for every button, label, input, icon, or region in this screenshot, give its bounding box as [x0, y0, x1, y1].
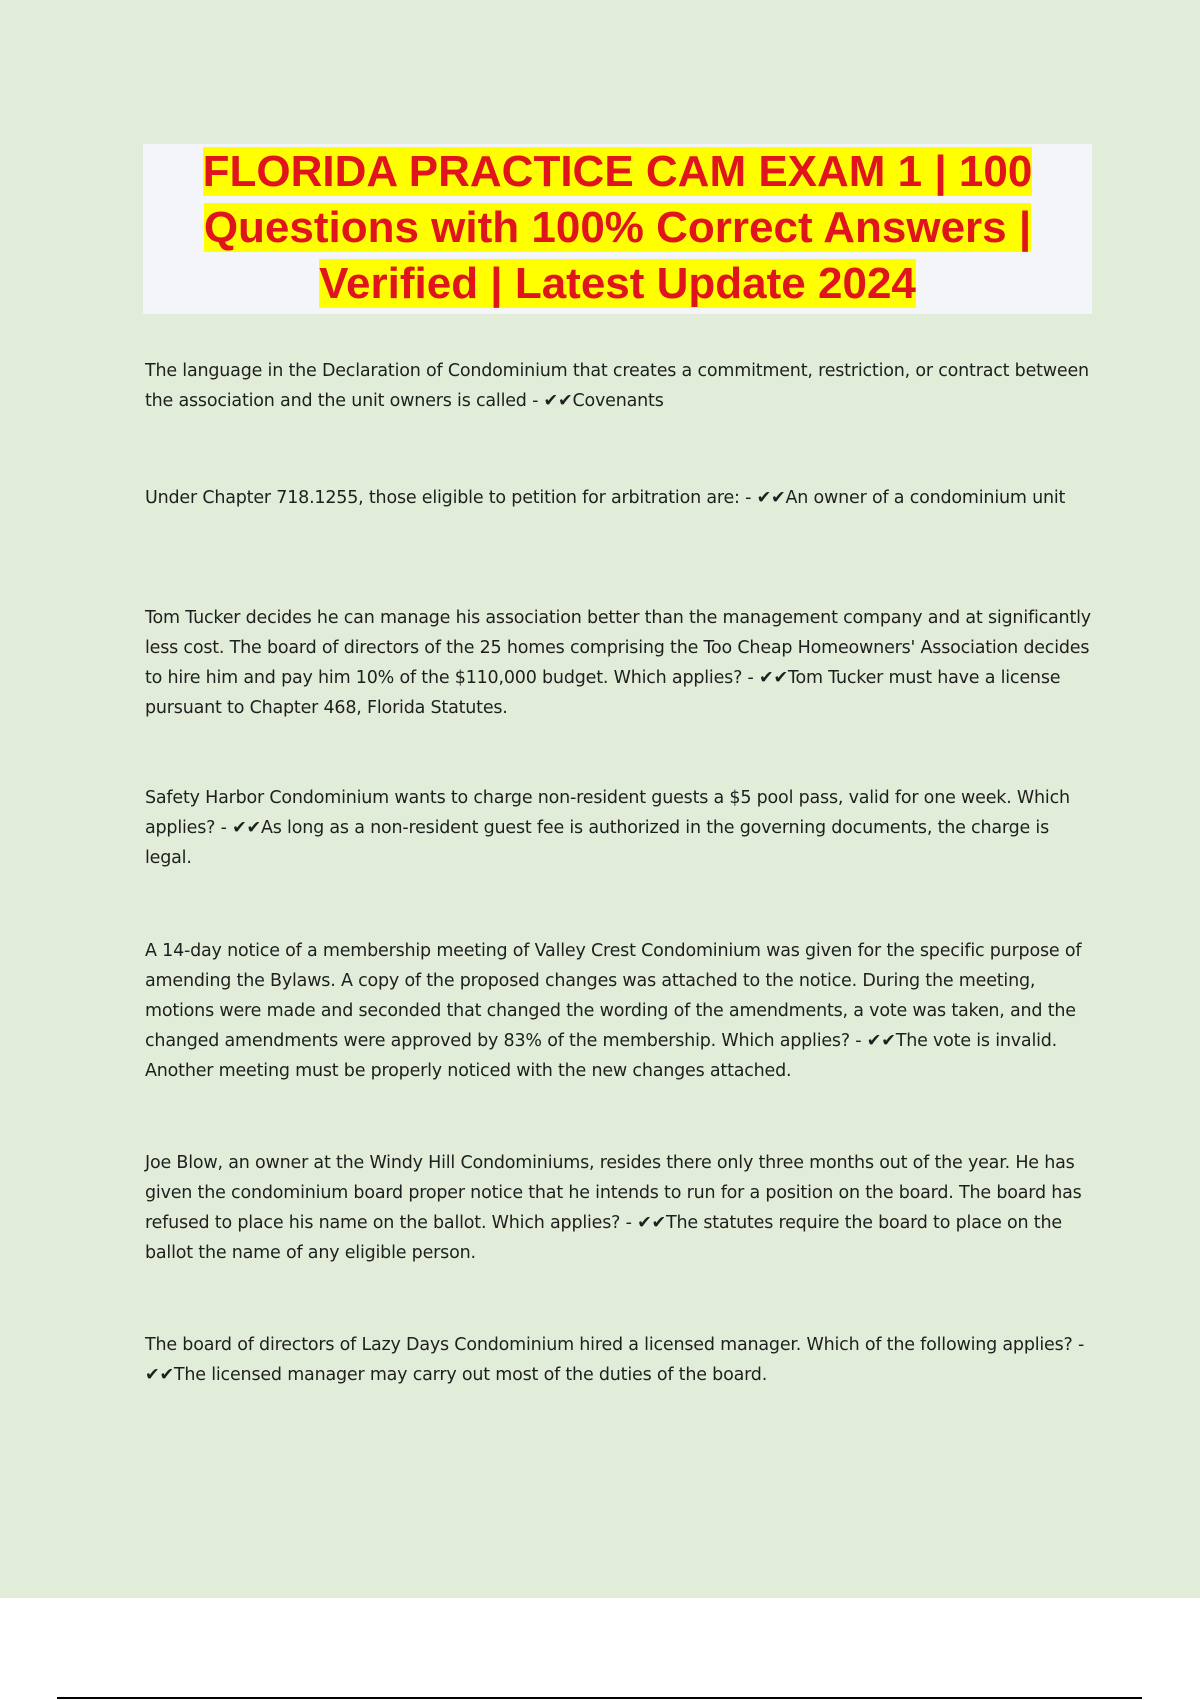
qa-item-windy-hill: Joe Blow, an owner at the Windy Hill Condominiums, resides there only three months out of the year. He has given the condominium board proper notice that he intends to run for a position on the board. The board has refused to place his name on the ballot. Which applies? - ✔✔The statutes require the board to place on the ballot the name of any eligible person. [145, 1153, 1082, 1263]
document-title [143, 144, 1092, 312]
qa-item-covenants: The language in the Declaration of Condominium that creates a commitment, restriction, or contract between the association and the unit owners is called - ✔✔Covenants [145, 361, 1089, 411]
qa-item-safety-harbor: Safety Harbor Condominium wants to charge non-resident guests a $5 pool pass, valid for one week. Which applies? - ✔✔As long as a non-resident guest fee is authorized in the governing documents, the charge is legal. [145, 788, 1070, 868]
title-line-1: FLORIDA PRACTICE CAM EXAM 1 | 100 [202, 147, 1033, 196]
qa-item-valley-crest: A 14-day notice of a membership meeting of Valley Crest Condominium was given for the specific purpose of amending the Bylaws. A copy of the proposed changes was attached to the notice. During the meeting, motions were made and seconded that changed the wording of the amendments, a vote was taken, and the changed amendments were approved by 83% of the membership. Which applies? - ✔✔The vote is invalid. Another meeting must be properly noticed with the new changes attached. [145, 941, 1082, 1081]
footer-divider [57, 1697, 1142, 1699]
qa-item-arbitration: Under Chapter 718.1255, those eligible to petition for arbitration are: - ✔✔An owner of a condominium unit [145, 488, 1066, 508]
title-line-2: Questions with 100% Correct Answers | [203, 203, 1032, 252]
title-banner [143, 144, 1092, 314]
qa-item-lazy-days: The board of directors of Lazy Days Condominium hired a licensed manager. Which of the following applies? - ✔✔The licensed manager may carry out most of the duties of the board. [145, 1335, 1085, 1385]
title-line-3: Verified | Latest Update 2024 [319, 259, 916, 308]
qa-item-tom-tucker: Tom Tucker decides he can manage his association better than the management company and at significantly less cost. The board of directors of the 25 homes comprising the Too Cheap Homeowners' Association decides to hire him and pay him 10% of the $110,000 budget. Which applies? - ✔✔Tom Tucker must have a license pursuant to Chapter 468, Florida Statutes. [145, 608, 1091, 718]
